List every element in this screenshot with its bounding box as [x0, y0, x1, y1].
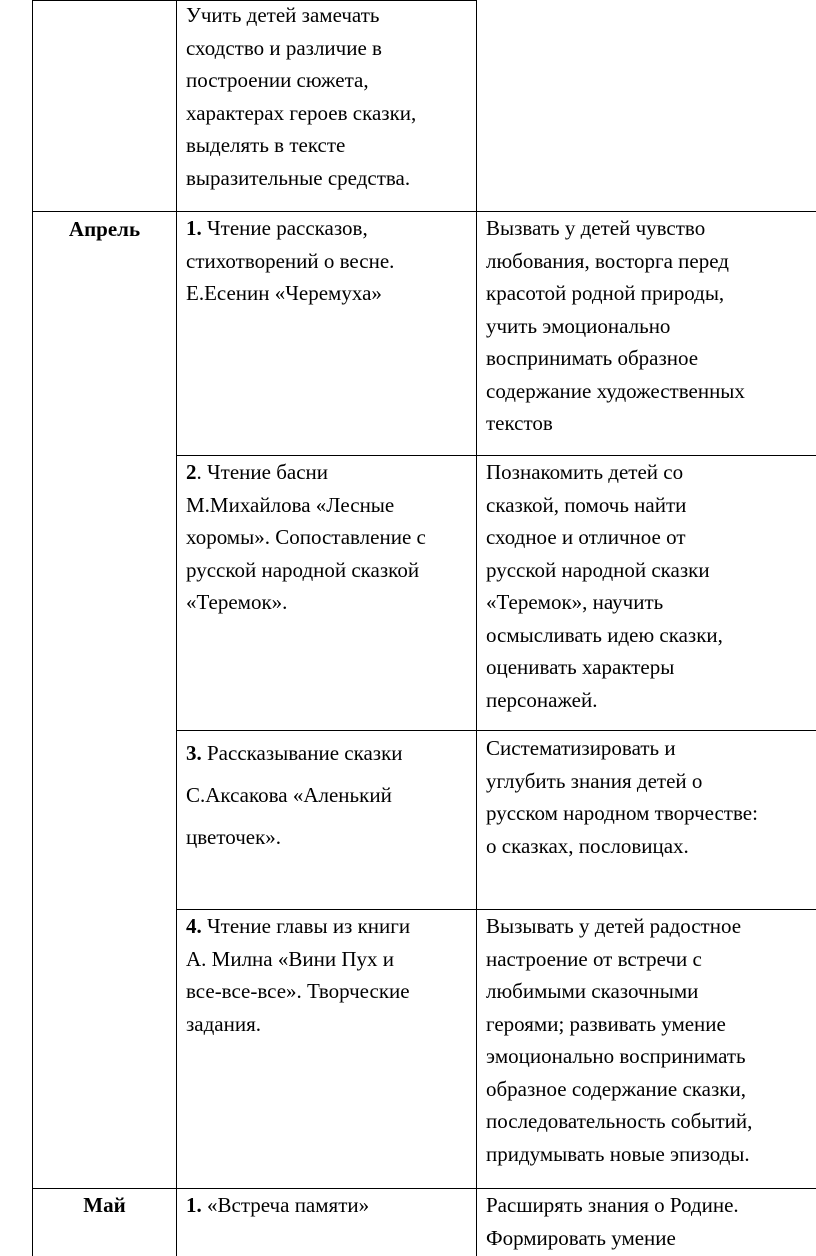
april-goal-1: Вызвать у детей чувство любования, восторга перед красотой родной природы, учить эмоционально воспринимать образное содержание художественных текстов	[486, 216, 745, 435]
april-goal-4: Вызывать у детей радостное настроение от встречи с любимыми сказочными героями; развивать умение эмоционально воспринимать образное содержание сказки, последовательность событий, придумывать новые эпизоды.	[486, 914, 753, 1166]
april-goal-2: Познакомить детей со сказкой, помочь найти сходное и отличное от русской народной сказки «Теремок», научить осмысливать идею сказки, оценивать характеры персонажей.	[486, 460, 723, 712]
april-goal-3: Систематизировать и углубить знания детей о русском народном творчестве: о сказках, пословицах.	[486, 736, 758, 858]
topic-cell-continued: Учить детей замечать сходство и различие в построении сюжета, характерах героев сказки, выделять в тексте выразительные средства.	[186, 3, 417, 190]
month-may: Май	[83, 1193, 126, 1217]
april-topic-3: 3. Рассказывание сказки С.Аксакова «Аленький цветочек».	[186, 741, 403, 849]
april-topic-4: 4. Чтение главы из книги А. Милна «Вини Пух и все-все-все». Творческие задания.	[186, 914, 411, 1036]
april-topic-2: 2. Чтение басни М.Михайлова «Лесные хоромы». Сопоставление с русской народной сказкой «Теремок».	[186, 460, 426, 614]
may-topic-1: 1. «Встреча памяти»	[186, 1193, 370, 1217]
april-topic-1: 1. Чтение рассказов, стихотворений о весне. Е.Есенин «Черемуха»	[186, 216, 395, 305]
month-april: Апрель	[68, 217, 141, 241]
may-goal-1: Расширять знания о Родине. Формировать умение	[486, 1193, 739, 1250]
